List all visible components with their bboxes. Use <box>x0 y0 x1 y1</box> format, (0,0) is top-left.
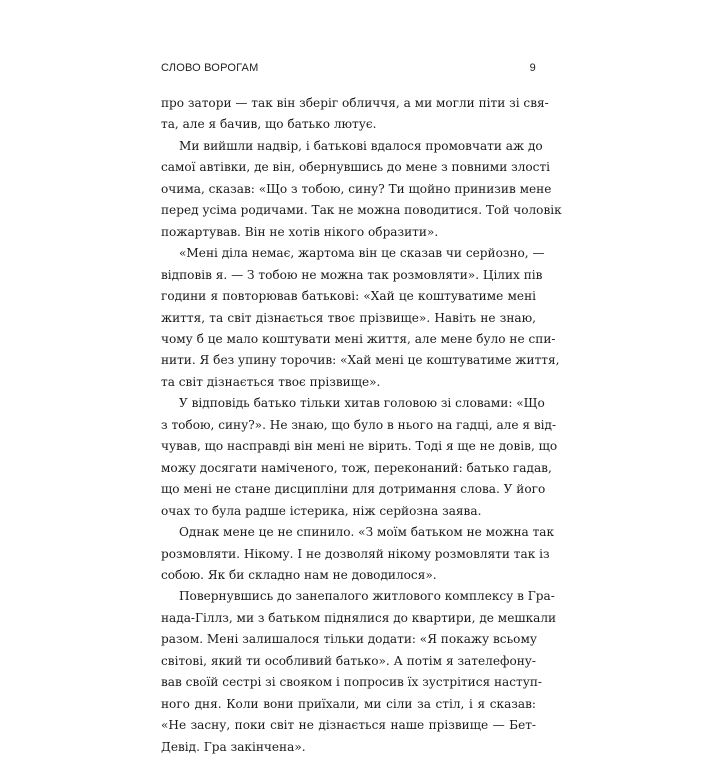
text-line: собою. Як би складно нам не доводилося». <box>161 567 437 582</box>
text-line: можу досягати наміченого, тож, переконаний: батько гадав, <box>161 460 552 475</box>
text-line: нити. Я без упину торочив: «Хай мені це коштуватиме життя, <box>161 353 560 368</box>
text-line: вав своїй сестрі зі свояком і попросив їх зустрітися наступ- <box>161 675 542 690</box>
paragraph <box>161 136 562 243</box>
paragraph <box>161 243 560 393</box>
text-line: пожартував. Він не хотів нікого образити». <box>161 224 439 239</box>
text-line: очима, сказав: «Що з тобою, сину? Ти щойно принизив мене <box>161 181 552 196</box>
text-line: відповів я. — З тобою не можна так розмовляти». Цілих пів <box>161 267 543 282</box>
text-line: чував, що насправді він мені не вірить. Тоді я ще не довів, що <box>161 439 558 454</box>
text-line: нада-Гіллз, ми з батьком піднялися до квартири, де мешкали <box>161 610 557 625</box>
text-line: світові, який ти особливий батько». А потім я зателефону- <box>161 653 536 668</box>
text-line: та, але я бачив, що батько лютує. <box>161 117 377 132</box>
text-line: про затори — так він зберіг обличчя, а ми могли піти зі свя- <box>161 96 549 110</box>
text-line: «Мені діла немає, жартома він це сказав чи серйозно, — <box>179 246 545 261</box>
paragraph <box>161 393 558 522</box>
text-line: очах то була радше істерика, ніж серйозна заява. <box>161 503 482 518</box>
text-line: що мені не стане дисципліни для дотримання слова. У його <box>161 482 546 497</box>
text-line: У відповідь батько тільки хитав головою зі словами: «Що <box>179 396 545 411</box>
text-line: самої автівки, де він, обернувшись до мене з повними злості <box>161 160 551 175</box>
body-text <box>161 93 562 758</box>
paragraph <box>161 522 555 586</box>
paragraph <box>161 586 557 758</box>
text-line: перед усіма родичами. Так не можна поводитися. Той чоловік <box>161 203 562 218</box>
text-line: Повернувшись до занепалого житлового комплексу в Гра- <box>179 589 555 604</box>
text-line: разом. Мені залишалося тільки додати: «Я покажу всьому <box>161 632 537 647</box>
text-line: з тобою, сину?». Не знаю, що було в нього на гадці, але я від- <box>161 417 557 432</box>
text-line: чому б це мало коштувати мені життя, але мене було не спи- <box>161 331 556 346</box>
text-line: ного дня. Коли вони приїхали, ми сіли за стіл, і я сказав: <box>161 696 536 711</box>
text-line: та світ дізнається твоє прізвище». <box>161 374 381 389</box>
text-line: Девід. Гра закінчена». <box>161 739 306 754</box>
page-number: 9 <box>529 62 536 74</box>
text-line: години я повторював батькові: «Хай це коштуватиме мені <box>161 289 536 304</box>
running-head <box>161 62 536 78</box>
paragraph <box>161 93 549 136</box>
text-line: розмовляти. Нікому. І не дозволяй нікому розмовляти так із <box>161 546 550 561</box>
text-line: Однак мене це не спинило. «З моїм батьком не можна так <box>179 525 555 540</box>
text-line: життя, та світ дізнається твоє прізвище». Навіть не знаю, <box>161 310 536 325</box>
text-line: «Не засну, поки світ не дізнається наше прізвище — Бет- <box>161 718 536 733</box>
text-line: Ми вийшли надвір, і батькові вдалося промовчати аж до <box>179 138 543 153</box>
chapter-title: СЛОВО ВОРОГАМ <box>161 62 259 74</box>
